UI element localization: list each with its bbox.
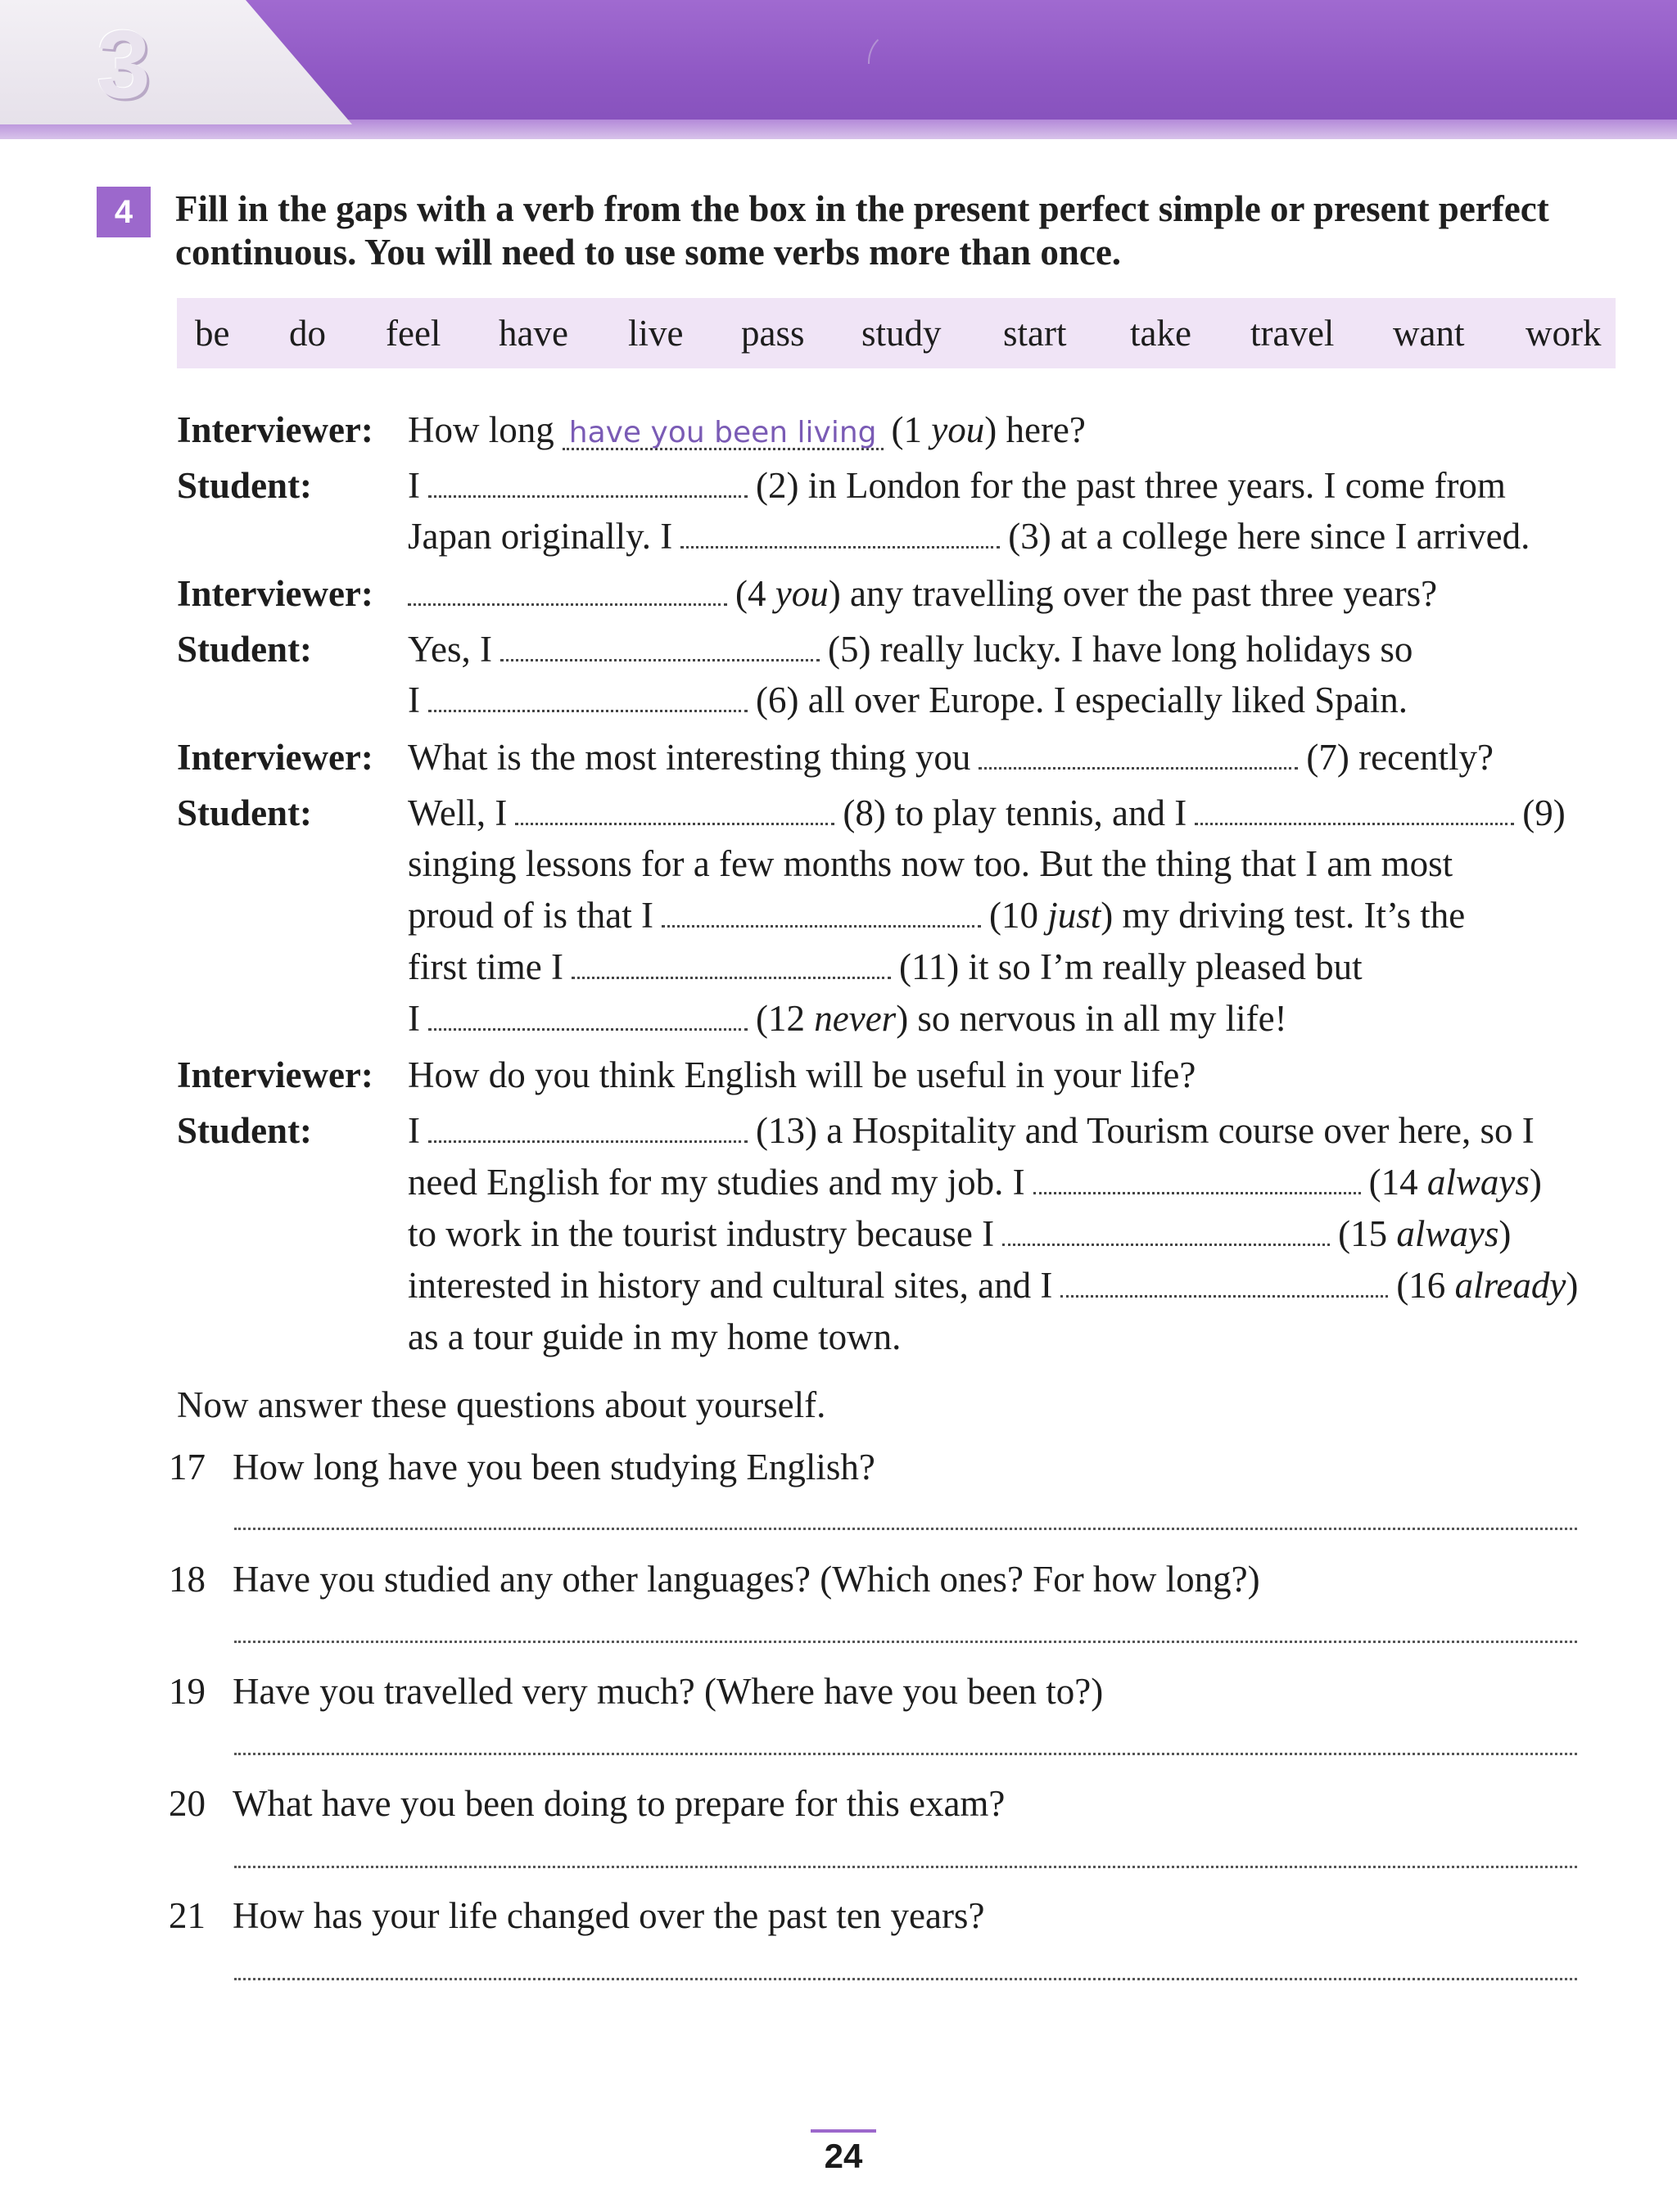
answer-line-19[interactable] (234, 1753, 1577, 1755)
dialogue-line-9: singing lessons for a few months now too. But the thing that I am most (408, 843, 1453, 884)
dialogue-line-11: first time I (11) it so I’m really pleased but (408, 946, 1363, 987)
word-box-item: have (499, 313, 568, 354)
dialogue-line-6: I (6) all over Europe. I especially liked Spain. (408, 679, 1408, 720)
unit-number: 3 (97, 11, 151, 119)
speaker-interviewer: Interviewer: (177, 1054, 373, 1095)
handwritten-answer-1[interactable]: have you been living (563, 418, 884, 450)
answer-gap-15[interactable] (1002, 1219, 1330, 1246)
verb-word-box (177, 298, 1616, 368)
answer-line-18[interactable] (234, 1641, 1577, 1643)
dialogue-line-13: How do you think English will be useful in your life? (408, 1054, 1196, 1095)
speaker-interviewer: Interviewer: (177, 737, 373, 778)
answer-gap-8[interactable] (515, 798, 834, 825)
answer-line-21[interactable] (234, 1978, 1577, 1980)
question-number: 19 (169, 1671, 206, 1712)
word-box-item: start (1003, 313, 1067, 354)
question-text: How has your life changed over the past ten years? (233, 1895, 985, 1936)
word-box-item: feel (386, 313, 441, 354)
question-number: 21 (169, 1895, 206, 1936)
word-box-item: want (1393, 313, 1465, 354)
question-text: Have you studied any other languages? (Which ones? For how long?) (233, 1559, 1260, 1600)
question-number: 20 (169, 1783, 206, 1824)
answer-gap-13[interactable] (428, 1116, 748, 1143)
page-number: 24 (824, 2137, 863, 2175)
questions-intro: Now answer these questions about yourself. (177, 1384, 826, 1425)
speaker-student: Student: (177, 465, 313, 506)
word-box-item: live (628, 313, 684, 354)
answer-gap-6[interactable] (428, 685, 748, 712)
task-instruction: Fill in the gaps with a verb from the box in the present perfect simple or present perfect continuous. You will need to use some verbs more than once. (175, 188, 1549, 273)
dialogue-line-8: Well, I (8) to play tennis, and I (9) (408, 792, 1566, 833)
dialogue-line-3: Japan originally. I (3) at a college here since I arrived. (408, 516, 1530, 557)
dialogue-line-16: to work in the tourist industry because I (15 always) (408, 1213, 1512, 1254)
dialogue-line-4: (4 you) any travelling over the past three years? (408, 573, 1437, 614)
dialogue-line-2: I (2) in London for the past three years. I come from (408, 465, 1506, 506)
speaker-student: Student: (177, 629, 313, 670)
answer-gap-16[interactable] (1060, 1271, 1388, 1298)
dialogue-line-1: How long have you been living (1 you) here? (408, 409, 1086, 450)
answer-gap-14[interactable] (1033, 1167, 1361, 1194)
answer-gap-4[interactable] (408, 579, 727, 606)
answer-gap-3[interactable] (680, 521, 1000, 548)
word-box-item: pass (741, 313, 805, 354)
question-text: What have you been doing to prepare for this exam? (233, 1783, 1006, 1824)
word-box-item: do (289, 313, 326, 354)
question-text: Have you travelled very much? (Where have you been to?) (233, 1671, 1104, 1712)
answer-gap-5[interactable] (500, 634, 820, 661)
dialogue-line-17: interested in history and cultural sites, and I (16 already) (408, 1265, 1579, 1306)
dialogue-line-10: proud of is that I (10 just) my driving test. It’s the (408, 895, 1466, 936)
page-number-rule (811, 2129, 876, 2133)
dialogue-line-15: need English for my studies and my job. I (14 always) (408, 1162, 1542, 1203)
speaker-interviewer: Interviewer: (177, 573, 373, 614)
answer-gap-9[interactable] (1195, 798, 1514, 825)
word-box-item: be (195, 313, 230, 354)
answer-gap-7[interactable] (979, 743, 1298, 770)
dialogue-line-14: I (13) a Hospitality and Tourism course over here, so I (408, 1110, 1535, 1151)
question-number: 17 (169, 1447, 206, 1487)
answer-line-20[interactable] (234, 1866, 1577, 1868)
answer-gap-11[interactable] (572, 952, 891, 979)
speaker-student: Student: (177, 1110, 313, 1151)
speaker-interviewer: Interviewer: (177, 409, 373, 450)
answer-gap-2[interactable] (428, 471, 748, 498)
question-number: 18 (169, 1559, 206, 1600)
speaker-student: Student: (177, 792, 313, 833)
answer-line-17[interactable] (234, 1528, 1577, 1530)
word-box-item: work (1526, 313, 1602, 354)
task-number-badge: 4 (97, 187, 151, 237)
word-box-item: travel (1250, 313, 1335, 354)
dialogue-line-5: Yes, I (5) really lucky. I have long holidays so (408, 629, 1413, 670)
word-box-item: study (861, 313, 942, 354)
answer-gap-10[interactable] (662, 901, 981, 928)
dialogue-line-18: as a tour guide in my home town. (408, 1316, 902, 1357)
dialogue-line-7: What is the most interesting thing you (7) recently? (408, 737, 1494, 778)
question-text: How long have you been studying English? (233, 1447, 875, 1487)
dialogue-line-12: I (12 never) so nervous in all my life! (408, 998, 1287, 1039)
answer-gap-12[interactable] (428, 1004, 748, 1031)
word-box-item: take (1130, 313, 1191, 354)
